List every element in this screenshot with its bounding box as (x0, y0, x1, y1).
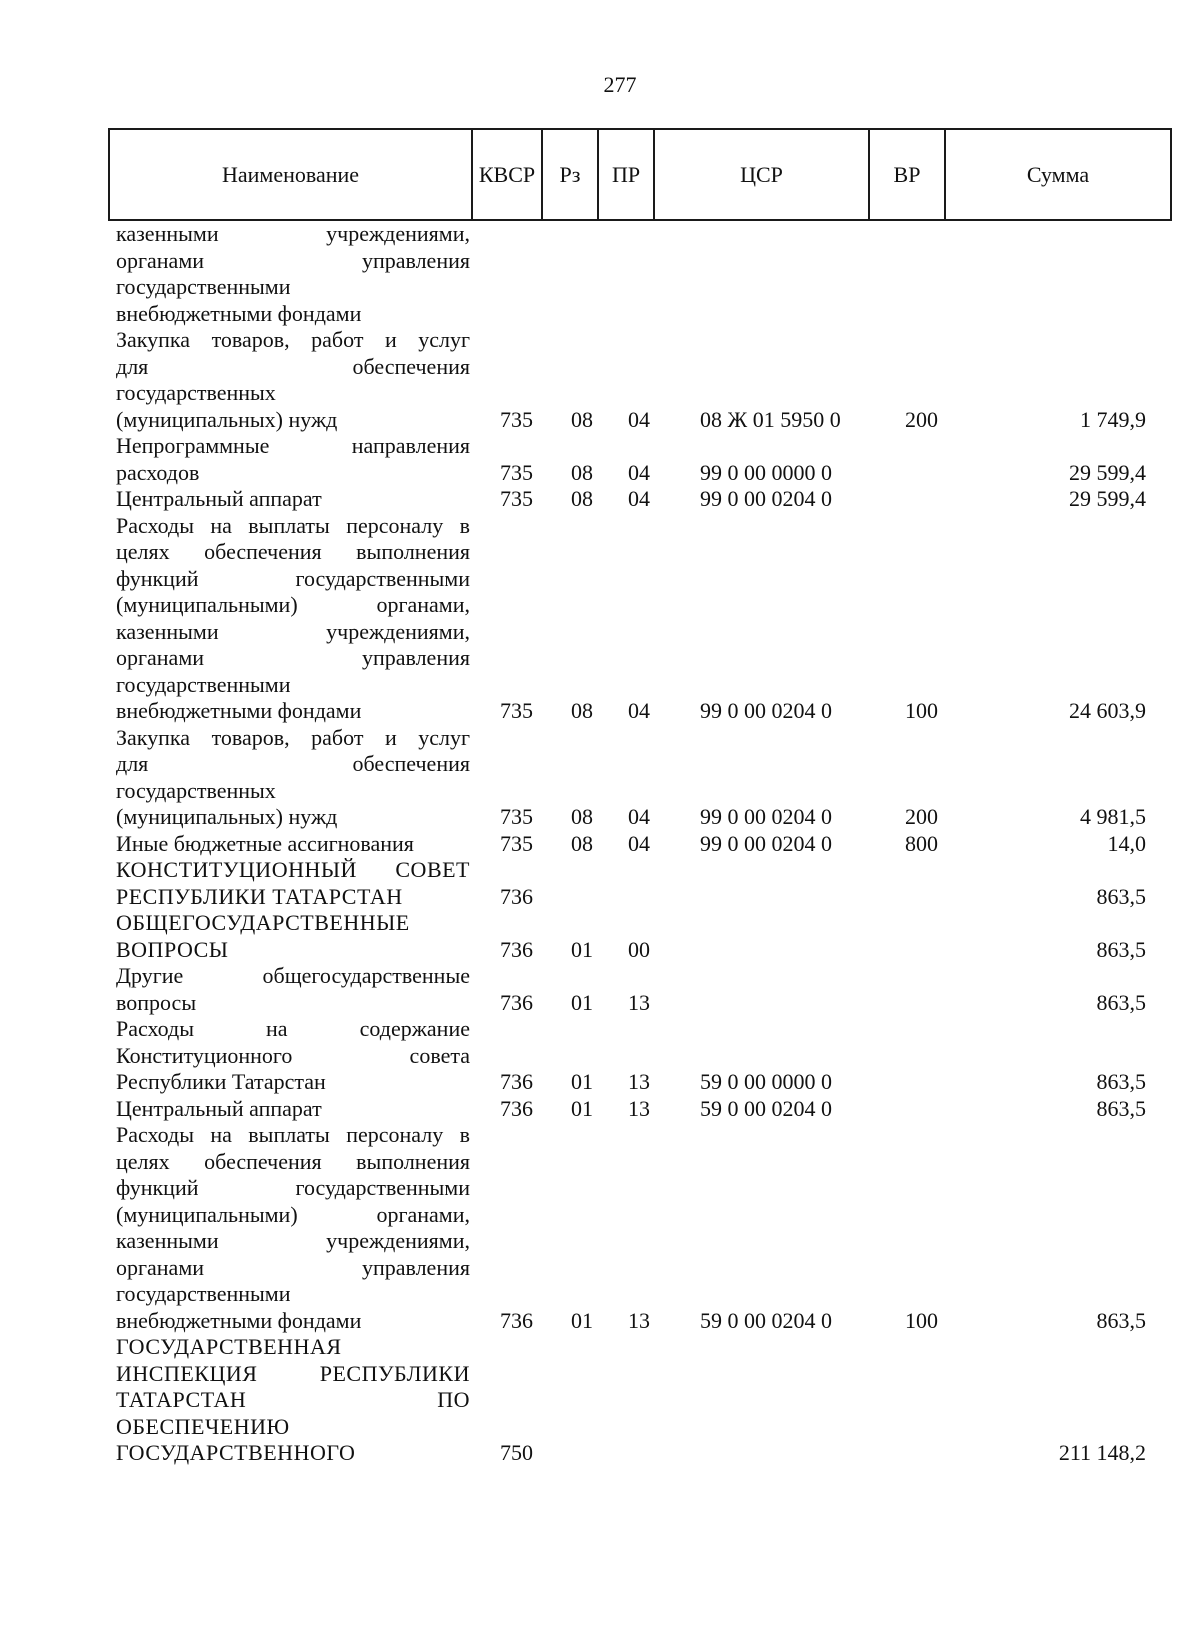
csr-cell: 99 0 00 0204 0 (700, 804, 832, 829)
pr-cell: 00 (628, 936, 650, 962)
row-name-line: ТАТАРСТАН ПО (116, 1387, 470, 1412)
row-name-line: государственных (116, 380, 276, 405)
vr-cell: 200 (905, 804, 938, 829)
kvsr-cell: 735 (500, 698, 533, 723)
row-name (116, 1334, 470, 1467)
row-name-line: Расходы на содержание (116, 1016, 470, 1041)
row-name-line: Республики Татарстан (116, 1069, 326, 1094)
table-row (0, 857, 1200, 910)
rz-cell: 01 (571, 1307, 593, 1333)
row-name-line: Расходы на выплаты персоналу в (116, 512, 470, 538)
sum-cell: 211 148,2 (1058, 1440, 1146, 1465)
row-name-line: государственными (116, 274, 291, 299)
row-name-line: внебюджетными фондами (116, 1307, 362, 1333)
row-name-line: ГОСУДАРСТВЕННАЯ (116, 1334, 342, 1359)
table-row (0, 831, 1200, 858)
pr-cell: 04 (628, 830, 650, 856)
table-row (0, 1334, 1200, 1467)
row-name-line: Другие общегосударственные (116, 963, 470, 988)
row-name-line: (муниципальных) нужд (116, 804, 338, 829)
row-name-line: Расходы на выплаты персоналу в (116, 1122, 470, 1147)
row-name (116, 327, 470, 433)
row-name (116, 513, 470, 725)
rz-cell: 08 (571, 486, 593, 511)
table-row (0, 327, 1200, 433)
table-row (0, 963, 1200, 1016)
row-name (116, 910, 470, 963)
row-name-line: вопросы (116, 989, 197, 1015)
csr-cell: 99 0 00 0204 0 (700, 698, 832, 723)
row-name-line: Центральный аппарат (116, 486, 322, 511)
pr-cell: 04 (628, 698, 650, 723)
row-name-line: для обеспечения (116, 751, 470, 776)
row-name (116, 857, 470, 910)
row-name-line: Иные бюджетные ассигнования (116, 830, 414, 856)
row-name-line: Центральный аппарат (116, 1095, 322, 1121)
kvsr-cell: 736 (500, 936, 533, 962)
sum-cell: 863,5 (1096, 936, 1146, 962)
row-name-line: органами управления (116, 1254, 470, 1280)
kvsr-cell: 736 (500, 989, 533, 1015)
rz-cell: 08 (571, 804, 593, 829)
row-name-line: расходов (116, 459, 200, 485)
csr-cell: 99 0 00 0000 0 (700, 459, 832, 485)
header-csr: ЦСР (654, 129, 869, 220)
table-row (0, 1016, 1200, 1096)
sum-cell: 14,0 (1107, 830, 1146, 856)
row-name-line: РЕСПУБЛИКИ ТАТАРСТАН (116, 883, 403, 909)
sum-cell: 4 981,5 (1080, 804, 1146, 829)
table-row (0, 1096, 1200, 1123)
row-name-line: Закупка товаров, работ и услуг (116, 327, 470, 352)
kvsr-cell: 735 (500, 406, 533, 432)
rz-cell: 01 (571, 989, 593, 1015)
rz-cell: 01 (571, 936, 593, 962)
row-name (116, 725, 470, 831)
header-vr: ВР (869, 129, 945, 220)
row-name-line: внебюджетными фондами (116, 698, 362, 723)
row-name-line: (муниципальных) нужд (116, 406, 338, 432)
rz-cell: 08 (571, 830, 593, 856)
sum-cell: 29 599,4 (1069, 486, 1146, 511)
row-name (116, 831, 470, 858)
rz-cell: 01 (571, 1069, 593, 1094)
row-name-line: Закупка товаров, работ и услуг (116, 724, 470, 750)
kvsr-cell: 735 (500, 486, 533, 511)
row-name (116, 221, 470, 327)
row-name-line: органами управления (116, 247, 470, 273)
vr-cell: 200 (905, 406, 938, 432)
page-number: 277 (603, 72, 637, 97)
rz-cell: 08 (571, 406, 593, 432)
csr-cell: 08 Ж 01 5950 0 (700, 406, 841, 432)
csr-cell: 99 0 00 0204 0 (700, 830, 832, 856)
rz-cell: 01 (571, 1095, 593, 1121)
table-row (0, 513, 1200, 725)
header-name: Наименование (109, 129, 472, 220)
row-name-line: ГОСУДАРСТВЕННОГО (116, 1440, 356, 1465)
row-name-line: государственных (116, 777, 276, 803)
sum-cell: 863,5 (1096, 1095, 1146, 1121)
row-name-line: функций государственными (116, 565, 470, 591)
kvsr-cell: 735 (500, 830, 533, 856)
table-row (0, 486, 1200, 513)
header-sum: Сумма (945, 129, 1171, 220)
table-row (0, 221, 1200, 327)
table-row (0, 725, 1200, 831)
vr-cell: 100 (905, 1307, 938, 1333)
pr-cell: 13 (628, 1069, 650, 1094)
table-body (0, 221, 1200, 1467)
pr-cell: 04 (628, 406, 650, 432)
row-name-line: ИНСПЕКЦИЯ РЕСПУБЛИКИ (116, 1360, 470, 1386)
vr-cell: 100 (905, 698, 938, 723)
sum-cell: 863,5 (1096, 989, 1146, 1015)
row-name (116, 433, 470, 486)
csr-cell: 59 0 00 0000 0 (700, 1069, 832, 1094)
row-name-line: ОБЩЕГОСУДАРСТВЕННЫЕ (116, 910, 410, 935)
row-name-line: Конституционного совета (116, 1042, 470, 1068)
row-name-line: целях обеспечения выполнения (116, 539, 470, 564)
row-name (116, 1016, 470, 1096)
sum-cell: 29 599,4 (1069, 459, 1146, 485)
row-name (116, 1122, 470, 1334)
row-name-line: ВОПРОСЫ (116, 936, 229, 962)
row-name-line: ОБЕСПЕЧЕНИЮ (116, 1413, 290, 1439)
row-name-line: (муниципальными) органами, (116, 592, 470, 617)
pr-cell: 13 (628, 1307, 650, 1333)
vr-cell: 800 (905, 830, 938, 856)
rz-cell: 08 (571, 698, 593, 723)
row-name-line: Непрограммные направления (116, 433, 470, 458)
pr-cell: 04 (628, 486, 650, 511)
kvsr-cell: 736 (500, 1307, 533, 1333)
row-name-line: органами управления (116, 645, 470, 670)
row-name-line: казенными учреждениями, (116, 221, 470, 246)
sum-cell: 24 603,9 (1069, 698, 1146, 723)
row-name-line: КОНСТИТУЦИОННЫЙ СОВЕТ (116, 857, 470, 882)
kvsr-cell: 735 (500, 804, 533, 829)
sum-cell: 863,5 (1096, 1307, 1146, 1333)
row-name-line: казенными учреждениями, (116, 1228, 470, 1253)
sum-cell: 1 749,9 (1080, 406, 1146, 432)
kvsr-cell: 750 (500, 1440, 533, 1465)
header-pr: ПР (598, 129, 654, 220)
row-name-line: государственными (116, 671, 291, 697)
header-kvsr: КВСР (472, 129, 542, 220)
row-name-line: казенными учреждениями, (116, 618, 470, 644)
kvsr-cell: 736 (500, 1069, 533, 1094)
row-name (116, 1096, 470, 1123)
rz-cell: 08 (571, 459, 593, 485)
row-name-line: функций государственными (116, 1175, 470, 1200)
pr-cell: 04 (628, 804, 650, 829)
table-header (108, 128, 1172, 221)
row-name-line: (муниципальными) органами, (116, 1201, 470, 1227)
table-row (0, 1122, 1200, 1334)
row-name-line: государственными (116, 1281, 291, 1306)
row-name (116, 963, 470, 1016)
csr-cell: 59 0 00 0204 0 (700, 1307, 832, 1333)
pr-cell: 13 (628, 1095, 650, 1121)
table-row (0, 910, 1200, 963)
sum-cell: 863,5 (1096, 883, 1146, 909)
csr-cell: 59 0 00 0204 0 (700, 1095, 832, 1121)
row-name (116, 486, 470, 513)
pr-cell: 13 (628, 989, 650, 1015)
row-name-line: целях обеспечения выполнения (116, 1148, 470, 1174)
kvsr-cell: 736 (500, 1095, 533, 1121)
table-row (0, 433, 1200, 486)
row-name-line: для обеспечения (116, 353, 470, 379)
kvsr-cell: 735 (500, 459, 533, 485)
kvsr-cell: 736 (500, 883, 533, 909)
pr-cell: 04 (628, 459, 650, 485)
header-rz: Рз (542, 129, 598, 220)
csr-cell: 99 0 00 0204 0 (700, 486, 832, 511)
sum-cell: 863,5 (1096, 1069, 1146, 1094)
row-name-line: внебюджетными фондами (116, 300, 362, 326)
